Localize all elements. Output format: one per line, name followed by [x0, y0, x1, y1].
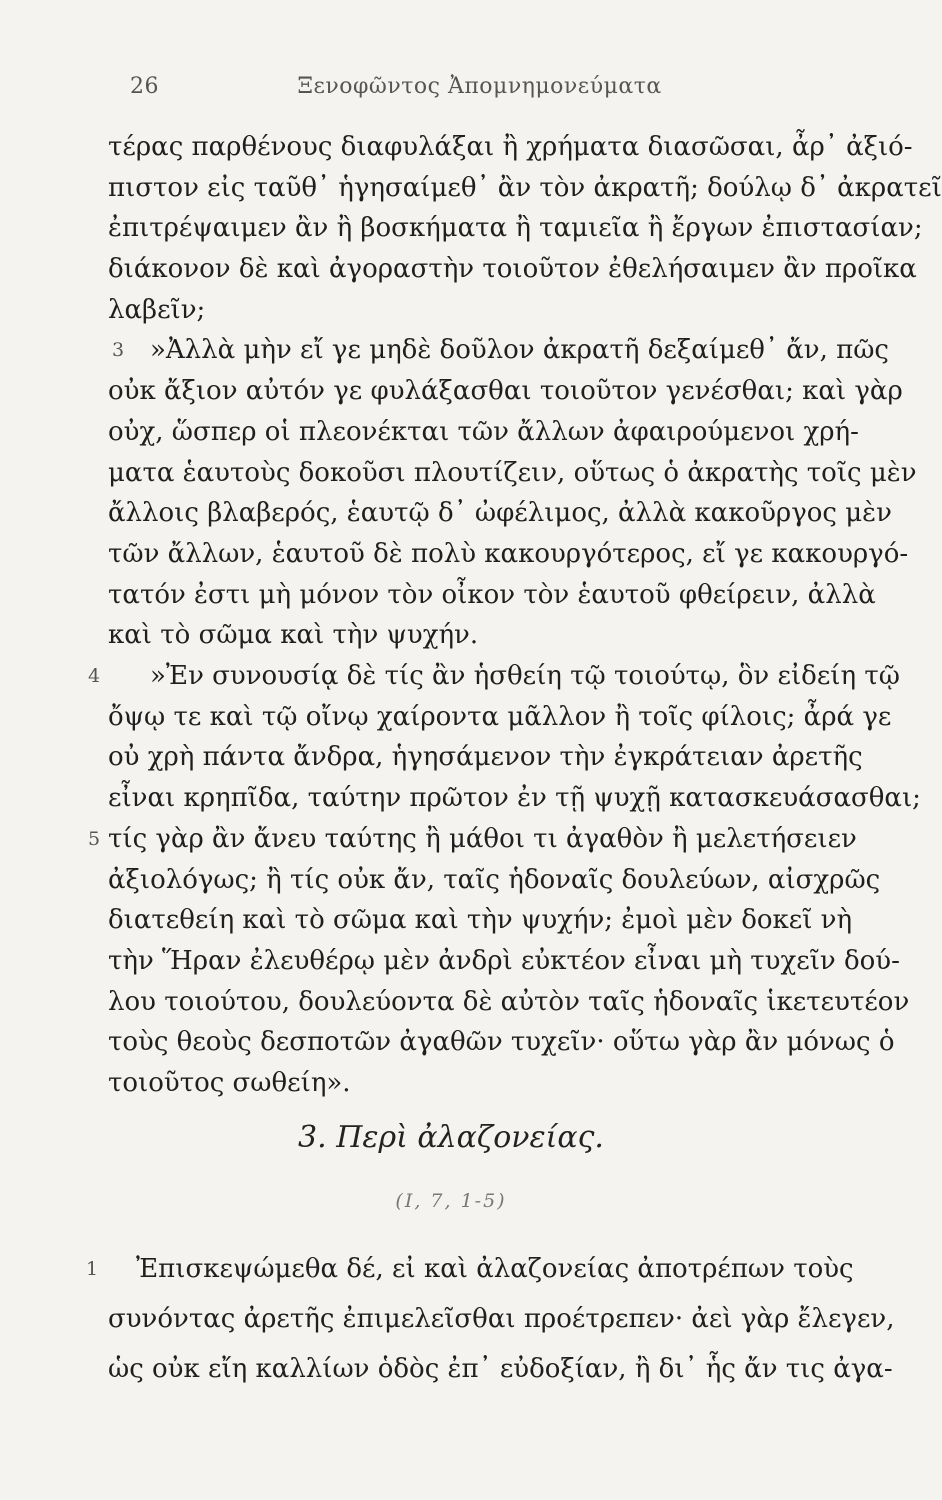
text-line: πιστον εἰς ταῦθ᾽ ἡγησαίμεθ᾽ ἂν τὸν ἀκρατῆ; δούλῳ δ᾽ ἀκρατεῖ [108, 173, 942, 203]
section-title: 3. Περὶ ἀλαζονείας. [298, 1120, 604, 1155]
text-line: λαβεῖν; [108, 295, 206, 325]
text-line: ὡς οὐκ εἴη καλλίων ὁδὸς ἐπ᾽ εὐδοξίαν, ἢ δι᾽ ἧς ἄν τις ἀγα- [108, 1354, 893, 1384]
text-line: τοὺς θεοὺς δεσποτῶν ἀγαθῶν τυχεῖν· οὕτω γὰρ ἂν μόνως ὁ [108, 1027, 895, 1057]
text-line: τῶν ἄλλων, ἑαυτοῦ δὲ πολὺ κακουργότερος, εἴ γε κακουργό- [108, 539, 909, 569]
text-line: ἄλλοις βλαβερός, ἑαυτῷ δ᾽ ὠφέλιμος, ἀλλὰ κακοῦργος μὲν [108, 498, 892, 528]
text-line: συνόντας ἀρετῆς ἐπιμελεῖσθαι προέτρεπεν· ἀεὶ γὰρ ἔλεγεν, [108, 1304, 895, 1334]
margin-number: 1 [86, 1258, 99, 1280]
text-line: τὴν Ἥραν ἐλευθέρῳ μὲν ἀνδρὶ εὐκτέον εἶναι μὴ τυχεῖν δού- [108, 946, 900, 976]
text-line: ἐπιτρέψαιμεν ἂν ἢ βοσκήματα ἢ ταμιεῖα ἢ ἔργων ἐπιστασίαν; [108, 213, 923, 243]
text-line: τοιοῦτος σωθείη». [108, 1068, 351, 1098]
text-line: »Ἐν συνουσίᾳ δὲ τίς ἂν ἡσθείη τῷ τοιούτῳ, ὃν εἰδείη τῷ [150, 661, 900, 691]
text-line: ματα ἑαυτοὺς δοκοῦσι πλουτίζειν, οὕτως ὁ ἀκρατὴς τοῖς μὲν [108, 458, 917, 488]
text-line: Ἐπισκεψώμεθα δέ, εἰ καὶ ἀλαζονείας ἀποτρέπων τοὺς [136, 1254, 854, 1284]
text-line: διάκονον δὲ καὶ ἀγοραστὴν τοιοῦτον ἐθελήσαιμεν ἂν προῖκα [108, 254, 917, 284]
running-header [130, 74, 662, 99]
text-line: ὄψῳ τε καὶ τῷ οἴνῳ χαίροντα μᾶλλον ἢ τοῖς φίλοις; ἆρά γε [108, 702, 892, 732]
text-line: τίς γὰρ ἂν ἄνευ ταύτης ἢ μάθοι τι ἀγαθὸν ἢ μελετήσειεν [108, 824, 857, 854]
text-line: διατεθείη καὶ τὸ σῶμα καὶ τὴν ψυχήν; ἐμοὶ μὲν δοκεῖ νὴ [108, 905, 853, 935]
text-line: εἶναι κρηπῖδα, ταύτην πρῶτον ἐν τῇ ψυχῇ κατασκευάσασθαι; [108, 783, 921, 813]
text-line: ἀξιολόγως; ἢ τίς οὐκ ἄν, ταῖς ἡδοναῖς δουλεύων, αἰσχρῶς [108, 865, 881, 895]
section-reference: (I, 7, 1-5) [395, 1190, 507, 1212]
text-line: καὶ τὸ σῶμα καὶ τὴν ψυχήν. [108, 620, 479, 650]
text-line: τατόν ἐστι μὴ μόνον τὸν οἶκον τὸν ἑαυτοῦ φθείρειν, ἀλλὰ [108, 580, 876, 610]
margin-number: 4 [88, 665, 101, 687]
page-number: 26 [130, 74, 159, 99]
text-line: οὐ χρὴ πάντα ἄνδρα, ἡγησάμενον τὴν ἐγκράτειαν ἀρετῆς [108, 742, 863, 772]
text-line: οὐκ ἄξιον αὐτόν γε φυλάξασθαι τοιοῦτον γενέσθαι; καὶ γὰρ [108, 376, 903, 406]
margin-number: 3 [112, 339, 125, 361]
running-title: Ξενοφῶντος Ἀπομνημονεύματα [297, 74, 662, 99]
text-line: λου τοιούτου, δουλεύοντα δὲ αὐτὸν ταῖς ἡδοναῖς ἱκετευτέον [108, 987, 910, 1017]
text-line: »Ἀλλὰ μὴν εἴ γε μηδὲ δοῦλον ἀκρατῆ δεξαίμεθ᾽ ἄν, πῶς [150, 335, 889, 365]
margin-number: 5 [88, 828, 101, 850]
text-line: οὐχ, ὥσπερ οἱ πλεονέκται τῶν ἄλλων ἀφαιρούμενοι χρή- [108, 417, 859, 447]
text-line: τέρας παρθένους διαφυλάξαι ἢ χρήματα διασῶσαι, ἆρ᾽ ἀξιό- [108, 132, 913, 162]
